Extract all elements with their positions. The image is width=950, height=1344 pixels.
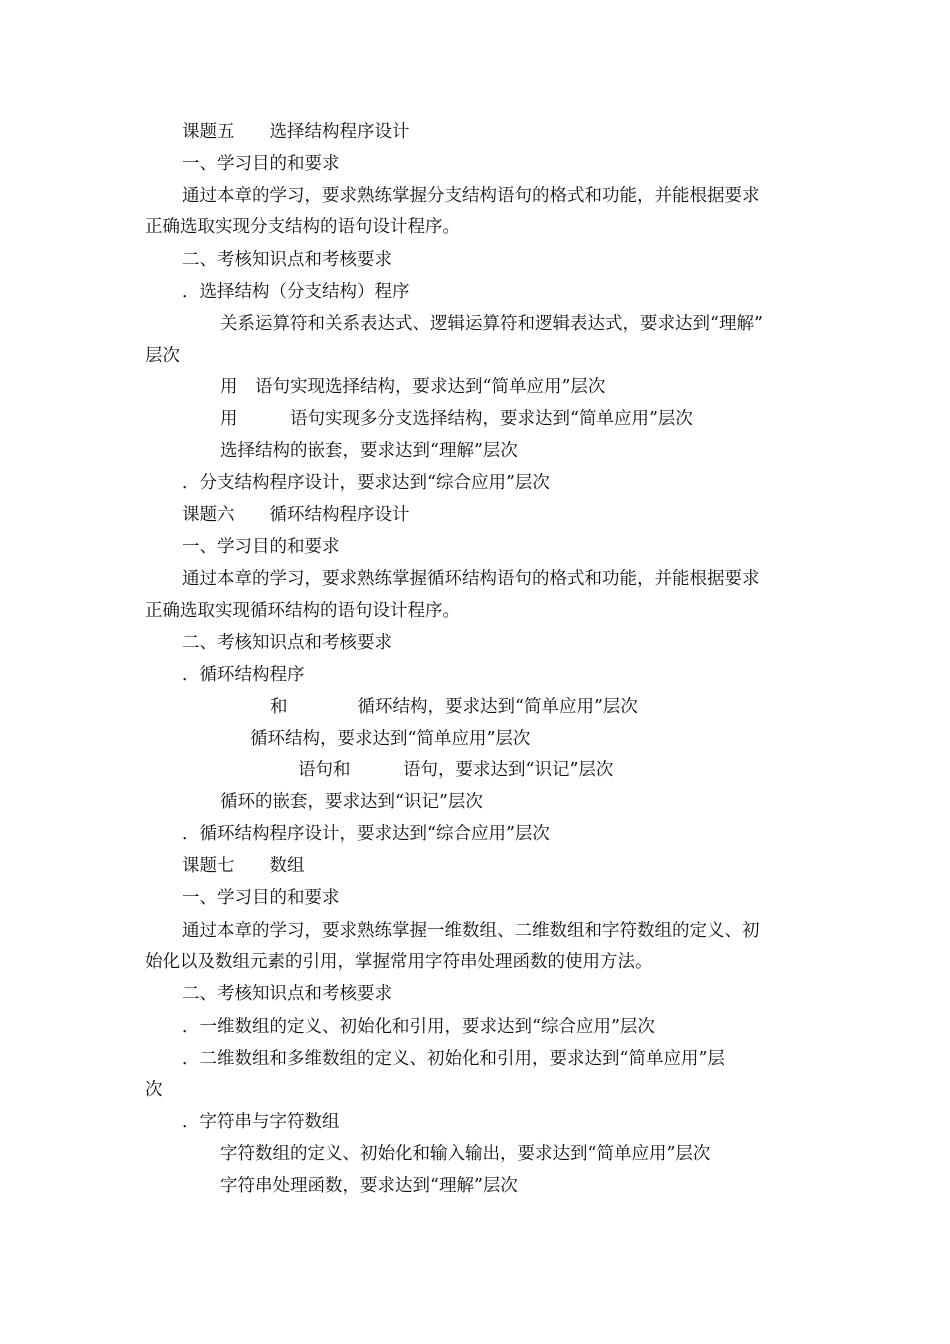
paragraph-line: 通过本章的学习，要求熟练掌握循环结构语句的格式和功能，并能根据要求 xyxy=(182,569,760,589)
paragraph-line: 通过本章的学习，要求熟练掌握一维数组、二维数组和字符数组的定义、初 xyxy=(182,921,760,941)
list-item: 字符串处理函数，要求达到“理解”层次 xyxy=(220,1176,518,1196)
section-title: 课题六 循环结构程序设计 xyxy=(182,505,410,525)
list-item: 选择结构的嵌套，要求达到“理解”层次 xyxy=(220,441,518,461)
section-title: 课题五 选择结构程序设计 xyxy=(182,122,410,142)
heading: 一、学习目的和要求 xyxy=(182,888,340,908)
heading: 一、学习目的和要求 xyxy=(182,154,340,174)
list-item: 用 语句实现选择结构，要求达到“简单应用”层次 xyxy=(220,377,606,397)
heading: 一、学习目的和要求 xyxy=(182,537,340,557)
paragraph-line: 通过本章的学习，要求熟练掌握分支结构语句的格式和功能，并能根据要求 xyxy=(182,186,760,206)
list-item-continuation: 次 xyxy=(145,1080,163,1100)
heading: 二、考核知识点和考核要求 xyxy=(182,984,392,1004)
list-item: 字符数组的定义、初始化和输入输出，要求达到“简单应用”层次 xyxy=(220,1144,711,1164)
paragraph-line: 正确选取实现分支结构的语句设计程序。 xyxy=(145,217,460,237)
list-item: 用 语句实现多分支选择结构，要求达到“简单应用”层次 xyxy=(220,409,693,429)
paragraph-line: 始化以及数组元素的引用，掌握常用字符串处理函数的使用方法。 xyxy=(145,952,653,972)
list-item: ．一维数组的定义、初始化和引用，要求达到“综合应用”层次 xyxy=(182,1017,655,1037)
list-item: 关系运算符和关系表达式、逻辑运算符和逻辑表达式，要求达到“理解” xyxy=(220,314,763,334)
list-item-continuation: 层次 xyxy=(145,346,180,366)
list-item: 循环的嵌套，要求达到“识记”层次 xyxy=(220,792,483,812)
list-item: 循环结构，要求达到“简单应用”层次 xyxy=(250,729,531,749)
list-item: ．分支结构程序设计，要求达到“综合应用”层次 xyxy=(182,473,550,493)
list-item: ．字符串与字符数组 xyxy=(182,1112,340,1132)
section-title: 课题七 数组 xyxy=(182,856,305,876)
heading: 二、考核知识点和考核要求 xyxy=(182,633,392,653)
paragraph-line: 正确选取实现循环结构的语句设计程序。 xyxy=(145,601,460,621)
list-item: ．循环结构程序 xyxy=(182,665,305,685)
list-item: 和 循环结构，要求达到“简单应用”层次 xyxy=(270,697,638,717)
list-item: 语句和 语句，要求达到“识记”层次 xyxy=(298,760,614,780)
list-item: ．二维数组和多维数组的定义、初始化和引用，要求达到“简单应用”层 xyxy=(182,1049,725,1069)
heading: 二、考核知识点和考核要求 xyxy=(182,250,392,270)
list-item: ．选择结构（分支结构）程序 xyxy=(182,282,410,302)
list-item: ．循环结构程序设计，要求达到“综合应用”层次 xyxy=(182,824,550,844)
